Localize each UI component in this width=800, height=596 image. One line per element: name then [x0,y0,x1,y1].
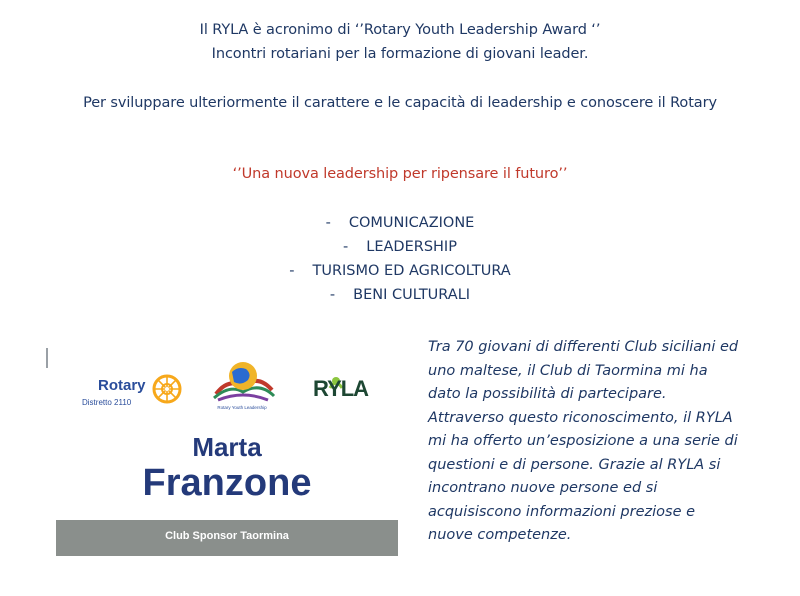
intro-line-3: Per sviluppare ulteriormente il carattere e le capacità di leadership e conoscere il Rotary [83,95,717,111]
topic-label: TURISMO ED AGRICOLTURA [312,263,511,279]
topic-item [0,287,800,303]
story-line: Tra 70 giovani di differenti Club siciliani ed [428,339,739,355]
district-label: Distretto 2110 [82,398,132,407]
bullet-dash: - [325,215,331,231]
bullet-dash: - [289,263,295,279]
globe-logo-icon [208,360,278,406]
ryla-logo-text: RYLA [313,376,369,401]
story-line: acquisiscono informazioni preziose e [428,503,696,520]
topic-item [0,239,800,255]
topic-label: LEADERSHIP [366,239,457,255]
story-paragraph [428,336,788,548]
globe-caption: Rotary Youth Leadership [217,405,267,410]
topic-label: COMUNICAZIONE [348,215,475,231]
story-line: Attraverso questo riconoscimento, il RYLA [428,409,733,426]
story-line: mi ha offerto un’esposizione a una serie di [428,433,738,449]
last-name: Franzone [142,462,312,504]
motto: ‘’Una nuova leadership per ripensare il futuro’’ [232,166,568,182]
rotary-wheel-icon [152,374,182,404]
sponsor-label: Club Sponsor Taormina [165,530,289,542]
bullet-dash: - [329,287,336,303]
story-line: questioni e di persone. Grazie al RYLA si [428,456,721,473]
intro-line-2: Incontri rotariani per la formazione di giovani leader. [211,46,589,62]
topic-item [0,263,800,279]
rotary-logo-text: Rotary [98,377,146,394]
first-name: Marta [192,432,262,462]
story-line: nuove competenze. [428,527,572,543]
topic-item [0,215,800,231]
topic-label: BENI CULTURALI [353,287,471,303]
story-line: uno maltese, il Club di Taormina mi ha [428,362,708,379]
badge-edge [46,348,48,368]
story-line: dato la possibilità di partecipare. [428,386,667,402]
story-line: incontrano nuove persone ed si [428,480,658,496]
intro-line-1: Il RYLA è acronimo di ‘’Rotary Youth Leadership Award ‘’ [199,22,601,38]
bullet-dash: - [343,239,349,255]
